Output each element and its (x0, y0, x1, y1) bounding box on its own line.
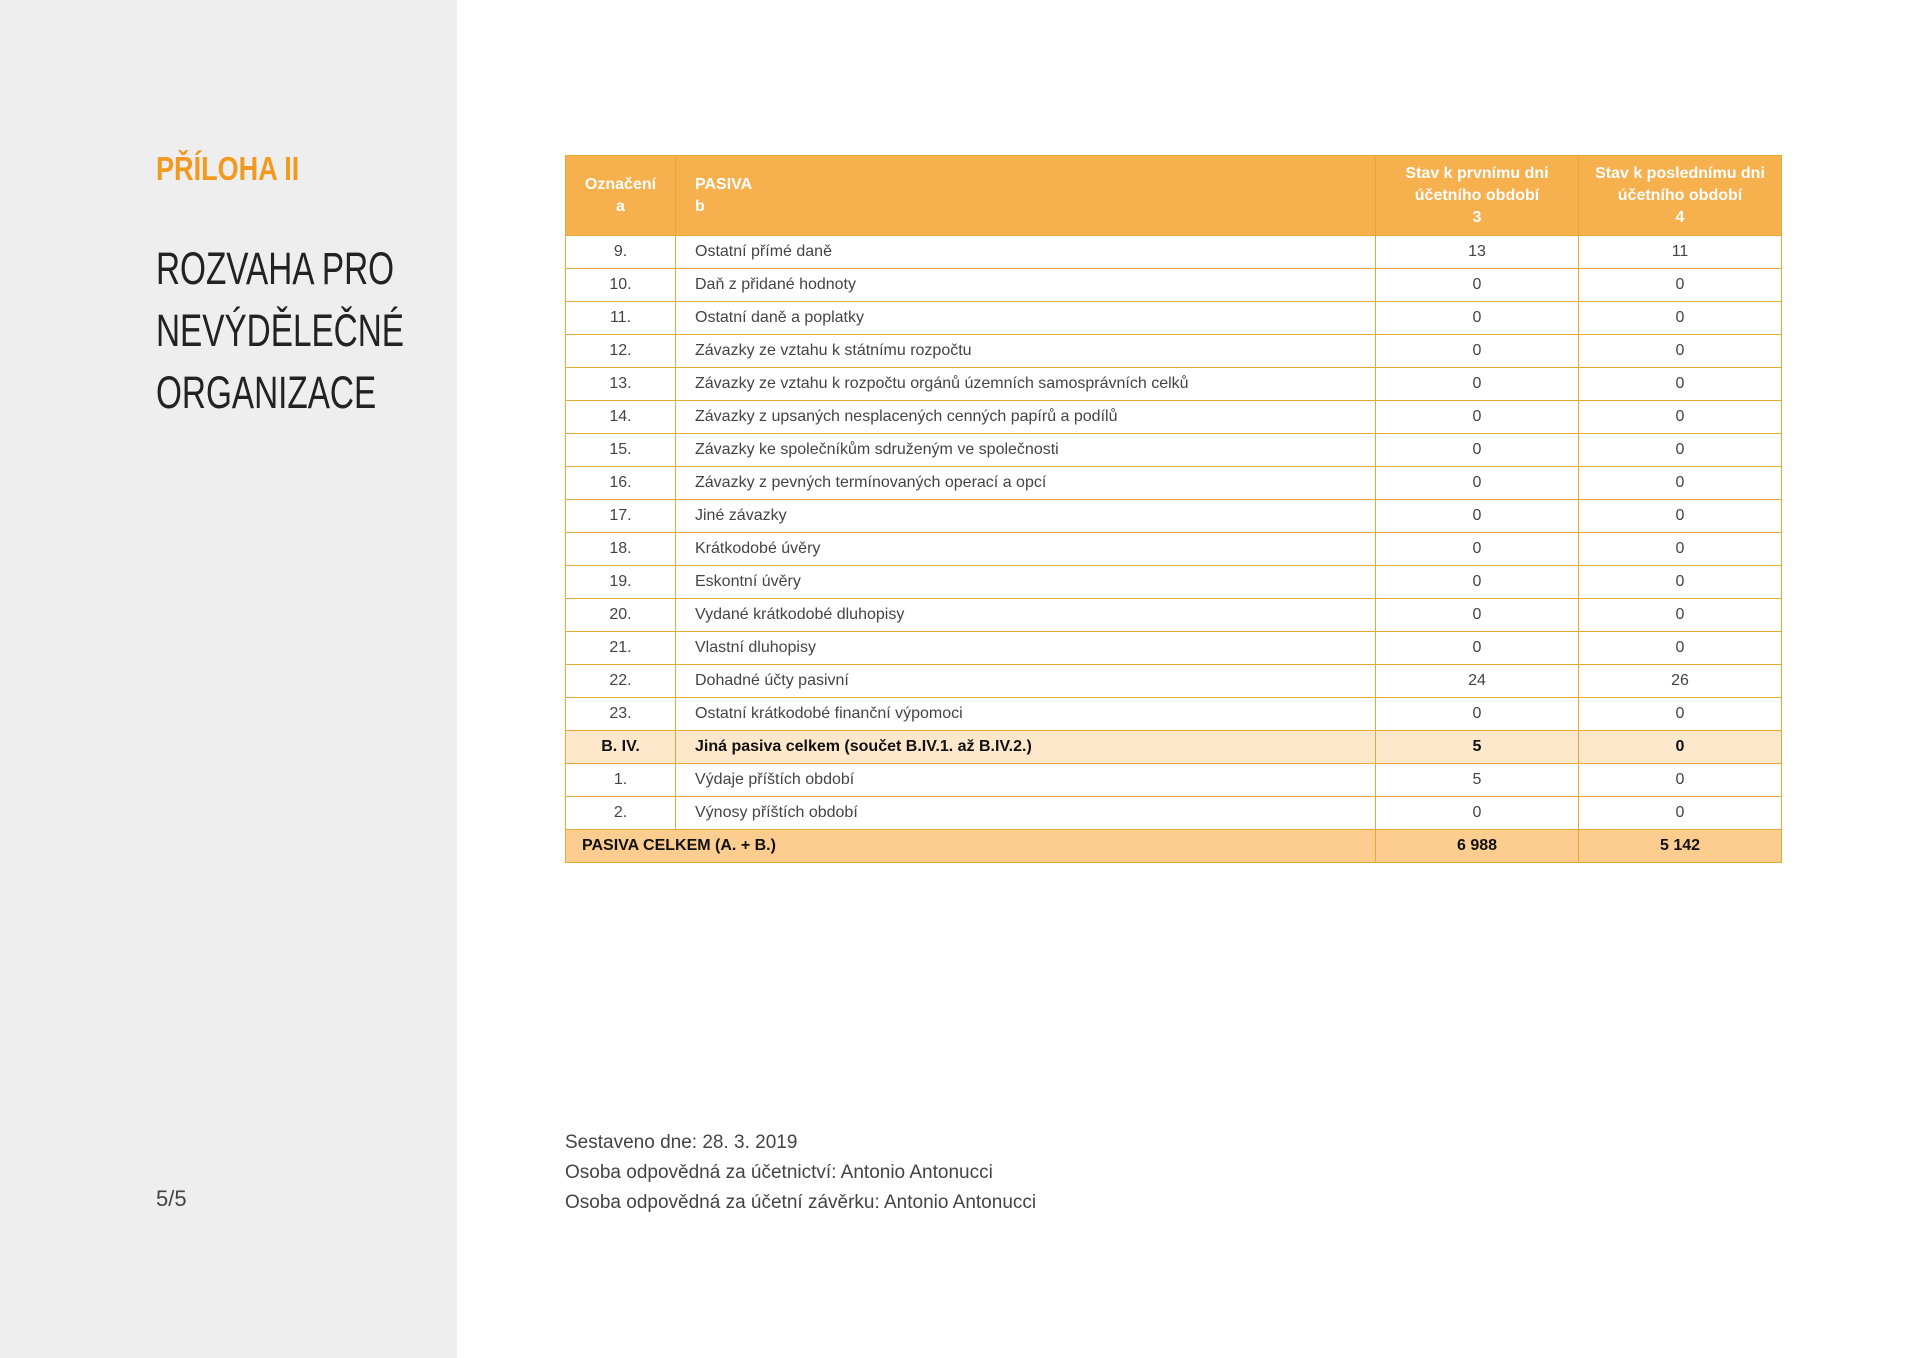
row-first-day-value: 0 (1376, 467, 1579, 500)
table-row (566, 269, 1782, 302)
row-name: Jiná pasiva celkem (součet B.IV.1. až B.IV.2.) (676, 731, 1376, 764)
row-code: B. IV. (566, 731, 676, 764)
row-name: Dohadné účty pasivní (676, 665, 1376, 698)
row-code: 1. (566, 764, 676, 797)
row-name: Vlastní dluhopisy (676, 632, 1376, 665)
row-first-day-value: 13 (1376, 236, 1579, 269)
sidebar (0, 0, 457, 1358)
row-last-day-value: 0 (1579, 566, 1782, 599)
table-row (566, 698, 1782, 731)
header-name-sub: b (695, 197, 705, 215)
row-last-day-value: 11 (1579, 236, 1782, 269)
header-name (676, 156, 1376, 236)
row-first-day-value: 0 (1376, 797, 1579, 830)
balance-sheet-table (565, 155, 1782, 863)
row-last-day-value: 0 (1579, 335, 1782, 368)
row-last-day-value: 0 (1579, 401, 1782, 434)
row-code: 10. (566, 269, 676, 302)
row-code: 12. (566, 335, 676, 368)
row-last-day-value: 0 (1579, 764, 1782, 797)
row-name: Závazky z pevných termínovaných operací a opcí (676, 467, 1376, 500)
row-name: Eskontní úvěry (676, 566, 1376, 599)
row-code: 17. (566, 500, 676, 533)
total-row (566, 830, 1782, 863)
row-name: Výnosy příštích období (676, 797, 1376, 830)
row-first-day-value: 24 (1376, 665, 1579, 698)
table-row (566, 335, 1782, 368)
table-row (566, 731, 1782, 764)
compiled-date: Sestaveno dne: 28. 3. 2019 (565, 1132, 798, 1153)
row-name: Ostatní krátkodobé finanční výpomoci (676, 698, 1376, 731)
row-last-day-value: 0 (1579, 698, 1782, 731)
row-code: 15. (566, 434, 676, 467)
table-row (566, 302, 1782, 335)
row-first-day-value: 0 (1376, 533, 1579, 566)
appendix-label: PŘÍLOHA II (156, 150, 300, 187)
table-row (566, 467, 1782, 500)
table-row (566, 434, 1782, 467)
row-last-day-value: 0 (1579, 533, 1782, 566)
balance-sheet-table-container (565, 155, 1781, 863)
row-first-day-value: 0 (1376, 500, 1579, 533)
row-name: Výdaje příštích období (676, 764, 1376, 797)
row-first-day-value: 5 (1376, 764, 1579, 797)
document-title-line: NEVÝDĚLEČNÉ (156, 305, 404, 356)
document-title-line: ROZVAHA PRO (156, 243, 395, 294)
row-first-day-value: 0 (1376, 368, 1579, 401)
header-first-day-sub: 3 (1472, 208, 1482, 226)
table-row (566, 236, 1782, 269)
header-last-day (1579, 156, 1782, 236)
table-row (566, 368, 1782, 401)
row-code: 18. (566, 533, 676, 566)
row-name: Závazky ze vztahu k rozpočtu orgánů územních samosprávních celků (676, 368, 1376, 401)
document-title (156, 238, 404, 424)
row-first-day-value: 0 (1376, 698, 1579, 731)
row-first-day-value: 0 (1376, 335, 1579, 368)
total-first-day-value: 6 988 (1376, 830, 1579, 863)
row-code: 14. (566, 401, 676, 434)
row-last-day-value: 0 (1579, 731, 1782, 764)
table-row (566, 764, 1782, 797)
row-last-day-value: 0 (1579, 434, 1782, 467)
row-last-day-value: 0 (1579, 632, 1782, 665)
row-name: Ostatní přímé daně (676, 236, 1376, 269)
row-first-day-value: 0 (1376, 302, 1579, 335)
row-last-day-value: 0 (1579, 599, 1782, 632)
row-last-day-value: 0 (1579, 467, 1782, 500)
row-code: 2. (566, 797, 676, 830)
row-code: 21. (566, 632, 676, 665)
header-code-sub: a (616, 197, 625, 215)
row-code: 22. (566, 665, 676, 698)
page-number: 5/5 (156, 1186, 187, 1211)
row-first-day-value: 5 (1376, 731, 1579, 764)
total-last-day-value: 5 142 (1579, 830, 1782, 863)
row-last-day-value: 0 (1579, 302, 1782, 335)
table-row (566, 797, 1782, 830)
header-first-day-label: Stav k prvnímu dni účetního období (1405, 164, 1549, 204)
row-name: Daň z přidané hodnoty (676, 269, 1376, 302)
table-row (566, 533, 1782, 566)
table-row (566, 500, 1782, 533)
row-name: Závazky ze vztahu k státnímu rozpočtu (676, 335, 1376, 368)
row-name: Jiné závazky (676, 500, 1376, 533)
table-header-row (566, 156, 1782, 236)
header-last-day-label: Stav k poslednímu dni účetního období (1595, 164, 1765, 204)
row-name: Závazky z upsaných nesplacených cenných papírů a podílů (676, 401, 1376, 434)
row-code: 11. (566, 302, 676, 335)
row-last-day-value: 26 (1579, 665, 1782, 698)
row-code: 23. (566, 698, 676, 731)
row-first-day-value: 0 (1376, 269, 1579, 302)
row-first-day-value: 0 (1376, 599, 1579, 632)
table-row (566, 599, 1782, 632)
row-last-day-value: 0 (1579, 269, 1782, 302)
row-last-day-value: 0 (1579, 797, 1782, 830)
document-title-line: ORGANIZACE (156, 367, 377, 418)
row-first-day-value: 0 (1376, 434, 1579, 467)
footer-info (565, 1128, 1036, 1218)
row-name: Závazky ke společníkům sdruženým ve společnosti (676, 434, 1376, 467)
row-first-day-value: 0 (1376, 401, 1579, 434)
header-name-label: PASIVA (695, 175, 753, 193)
row-code: 13. (566, 368, 676, 401)
header-last-day-sub: 4 (1675, 208, 1685, 226)
row-last-day-value: 0 (1579, 500, 1782, 533)
table-row (566, 566, 1782, 599)
table-row (566, 632, 1782, 665)
row-first-day-value: 0 (1376, 566, 1579, 599)
row-name: Vydané krátkodobé dluhopisy (676, 599, 1376, 632)
row-last-day-value: 0 (1579, 368, 1782, 401)
header-code (566, 156, 676, 236)
row-code: 9. (566, 236, 676, 269)
table-row (566, 665, 1782, 698)
table-row (566, 401, 1782, 434)
row-name: Ostatní daně a poplatky (676, 302, 1376, 335)
row-code: 20. (566, 599, 676, 632)
header-code-label: Označení (584, 175, 657, 193)
accounting-person: Osoba odpovědná za účetnictví: Antonio Antonucci (565, 1162, 993, 1183)
total-label: PASIVA CELKEM (A. + B.) (566, 830, 1376, 863)
row-code: 19. (566, 566, 676, 599)
row-first-day-value: 0 (1376, 632, 1579, 665)
statement-person: Osoba odpovědná za účetní závěrku: Antonio Antonucci (565, 1192, 1037, 1213)
row-name: Krátkodobé úvěry (676, 533, 1376, 566)
row-code: 16. (566, 467, 676, 500)
table-body (566, 236, 1782, 863)
header-first-day (1376, 156, 1579, 236)
